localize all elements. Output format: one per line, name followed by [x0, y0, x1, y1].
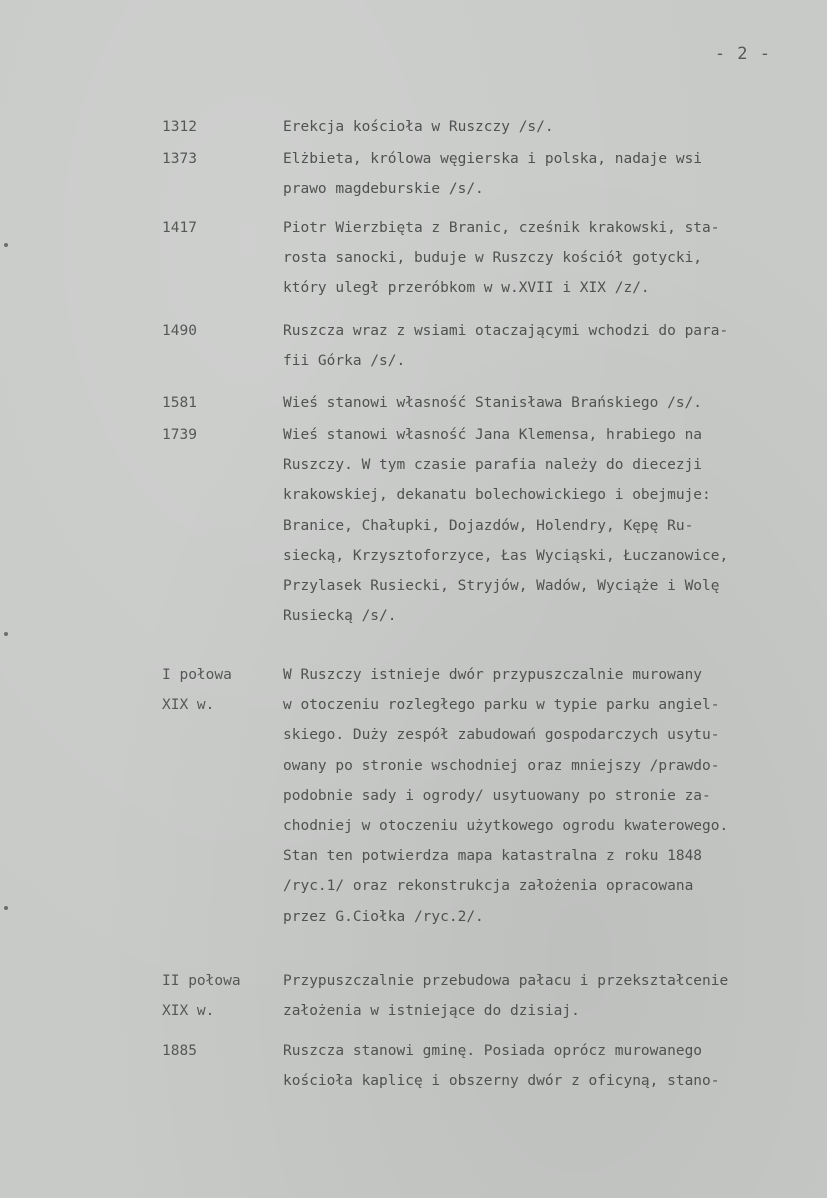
text-line: chodniej w otoczeniu użytkowego ogrodu kwaterowego. [283, 818, 729, 835]
margin-mark [4, 906, 8, 910]
text-line: Wieś stanowi własność Stanisława Brańskiego /s/. [283, 395, 703, 411]
text-line: Ruszcza wraz z wsiami otaczającymi wchodzi do para- [283, 323, 729, 339]
text-line: owany po stronie wschodniej oraz mniejszy /prawdo- [283, 757, 720, 774]
entry-date: 1312 [162, 119, 197, 135]
text-line: /ryc.1/ oraz rekonstrukcja założenia opracowana [283, 878, 694, 895]
margin-mark [4, 632, 8, 636]
entry-text [283, 1036, 813, 1096]
entry-text [283, 966, 813, 1026]
text-line: krakowskiej, dekanatu bolechowickiego i obejmuje: [283, 487, 711, 504]
entry-date: II połowa XIX w. [162, 973, 241, 1019]
entry-date: I połowa XIX w. [162, 667, 232, 713]
entry-text [283, 316, 813, 376]
text-line: przez G.Ciołka /ryc.2/. [283, 908, 484, 925]
text-line: Stan ten potwierdza mapa katastralna z roku 1848 [283, 848, 703, 865]
text-line: kościoła kaplicę i obszerny dwór z oficyną, stano- [283, 1073, 720, 1090]
text-line: prawo magdeburskie /s/. [283, 181, 484, 198]
text-line: Erekcja kościoła w Ruszczy /s/. [283, 119, 554, 135]
text-line: Ruszczy. W tym czasie parafia należy do diecezji [283, 457, 703, 474]
text-line: Rusiecką /s/. [283, 608, 397, 625]
text-line: Wieś stanowi własność Jana Klemensa, hrabiego na [283, 427, 703, 443]
entry-text [283, 213, 813, 304]
text-line: założenia w istniejące do dzisiaj. [283, 1003, 580, 1020]
margin-mark [4, 243, 8, 247]
text-line: skiego. Duży zespół zabudowań gospodarczych usytu- [283, 727, 720, 744]
text-line: Przylasek Rusiecki, Stryjów, Wadów, Wyciąże i Wolę [283, 578, 720, 595]
text-line: W Ruszczy istnieje dwór przypuszczalnie murowany [283, 667, 703, 683]
entry-date: 1490 [162, 323, 197, 339]
text-line: Branice, Chałupki, Dojazdów, Holendry, Kępę Ru- [283, 517, 694, 534]
entry-text [283, 660, 813, 932]
text-line: Przypuszczalnie przebudowa pałacu i przekształcenie [283, 973, 729, 989]
text-line: Elżbieta, królowa węgierska i polska, nadaje wsi [283, 151, 703, 167]
entry-text [283, 420, 813, 631]
entry-date: 1373 [162, 151, 197, 167]
text-line: podobnie sady i ogrody/ usytuowany po stronie za- [283, 787, 711, 804]
entry-date: 1885 [162, 1043, 197, 1059]
text-line: rosta sanocki, buduje w Ruszczy kościół gotycki, [283, 250, 703, 267]
entry-date: 1581 [162, 395, 197, 411]
entry-text [283, 144, 813, 204]
text-line: Ruszcza stanowi gminę. Posiada oprócz murowanego [283, 1043, 703, 1059]
text-line: Piotr Wierzbięta z Branic, cześnik krakowski, sta- [283, 220, 720, 236]
text-line: fii Górka /s/. [283, 353, 406, 370]
page-number: - 2 - [714, 44, 771, 64]
entry-date: 1417 [162, 220, 197, 236]
text-line: siecką, Krzysztoforzyce, Łas Wyciąski, Łuczanowice, [283, 547, 729, 564]
text-line: w otoczeniu rozległego parku w typie parku angiel- [283, 697, 720, 714]
entry-text [283, 388, 813, 418]
entry-text [283, 112, 813, 142]
entry-date: 1739 [162, 427, 197, 443]
text-line: który uległ przeróbkom w w.XVII i XIX /z/. [283, 280, 650, 297]
